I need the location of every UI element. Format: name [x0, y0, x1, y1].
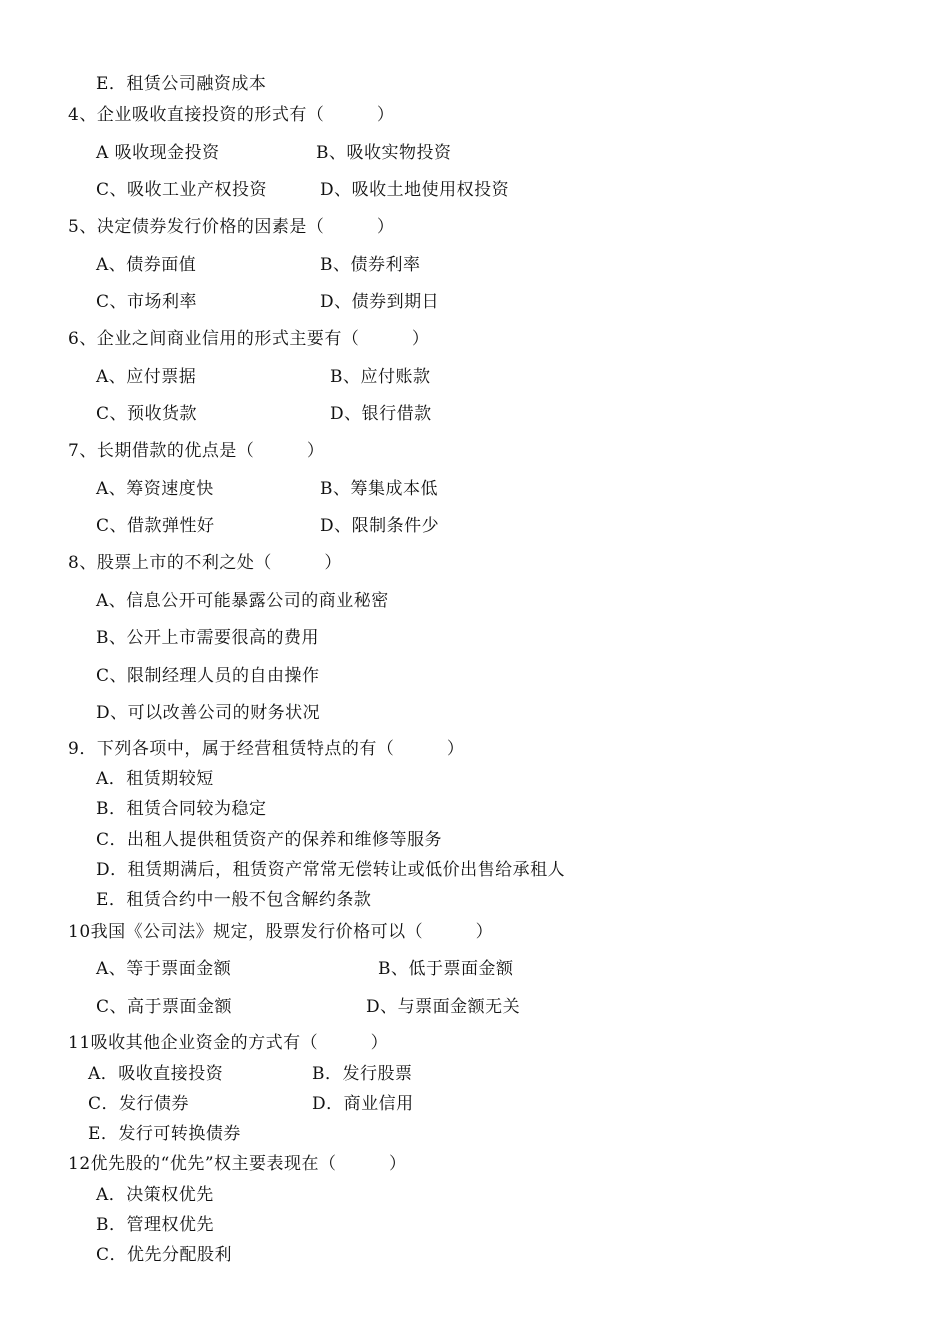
option-line: D、可以改善公司的财务状况: [96, 703, 321, 723]
option-line: B．租赁合同较为稳定: [96, 799, 267, 819]
option-line: B、债券利率: [320, 255, 421, 275]
option-line: E．租赁公司融资成本: [96, 74, 267, 94]
option-line: A．租赁期较短: [96, 769, 214, 789]
question-8: 8、股票上市的不利之处（ ）: [68, 553, 342, 573]
option-line: A．吸收直接投资: [88, 1064, 224, 1084]
option-line: C、借款弹性好: [96, 516, 215, 536]
option-line: A、筹资速度快: [96, 479, 214, 499]
option-line: B、低于票面金额: [378, 959, 514, 979]
question-11: 11吸收其他企业资金的方式有（ ）: [68, 1033, 389, 1053]
option-line: C、高于票面金额: [96, 997, 233, 1017]
option-line: D、与票面金额无关: [366, 997, 521, 1017]
question-12: 12优先股的“优先”权主要表现在（ ）: [68, 1154, 407, 1174]
option-line: D．商业信用: [312, 1094, 414, 1114]
option-line: D、银行借款: [330, 404, 432, 424]
option-line: B、公开上市需要很高的费用: [96, 628, 319, 648]
option-line: C、限制经理人员的自由操作: [96, 666, 320, 686]
option-line: C、预收货款: [96, 404, 198, 424]
question-9: 9．下列各项中，属于经营租赁特点的有（ ）: [68, 739, 465, 759]
option-line: C．出租人提供租赁资产的保养和维修等服务: [96, 830, 443, 850]
option-line: A、等于票面金额: [96, 959, 232, 979]
option-line: C．发行债券: [88, 1094, 190, 1114]
option-line: C、市场利率: [96, 292, 198, 312]
option-line: B、筹集成本低: [320, 479, 438, 499]
option-line: B、应付账款: [330, 367, 431, 387]
option-line: A、应付票据: [96, 367, 197, 387]
option-line: A、债券面值: [96, 255, 197, 275]
option-line: A 吸收现金投资: [96, 143, 220, 163]
option-line: A．决策权优先: [96, 1185, 214, 1205]
option-line: E．发行可转换债券: [88, 1124, 241, 1144]
question-6: 6、企业之间商业信用的形式主要有（ ）: [68, 329, 430, 349]
option-line: B．管理权优先: [96, 1215, 214, 1235]
option-line: B．发行股票: [312, 1064, 413, 1084]
option-line: D、债券到期日: [320, 292, 440, 312]
option-line: B、吸收实物投资: [316, 143, 452, 163]
question-10: 10我国《公司法》规定，股票发行价格可以（ ）: [68, 922, 494, 942]
option-line: C．优先分配股利: [96, 1245, 233, 1265]
question-5: 5、决定债券发行价格的因素是（ ）: [68, 217, 395, 237]
question-4: 4、企业吸收直接投资的形式有（ ）: [68, 105, 395, 125]
option-line: D．租赁期满后，租赁资产常常无偿转让或低价出售给承租人: [96, 860, 566, 880]
question-7: 7、长期借款的优点是（ ）: [68, 441, 325, 461]
option-line: A、信息公开可能暴露公司的商业秘密: [96, 591, 389, 611]
option-line: D、吸收土地使用权投资: [320, 180, 510, 200]
option-line: C、吸收工业产权投资: [96, 180, 268, 200]
option-line: E．租赁合约中一般不包含解约条款: [96, 890, 372, 910]
option-line: D、限制条件少: [320, 516, 440, 536]
